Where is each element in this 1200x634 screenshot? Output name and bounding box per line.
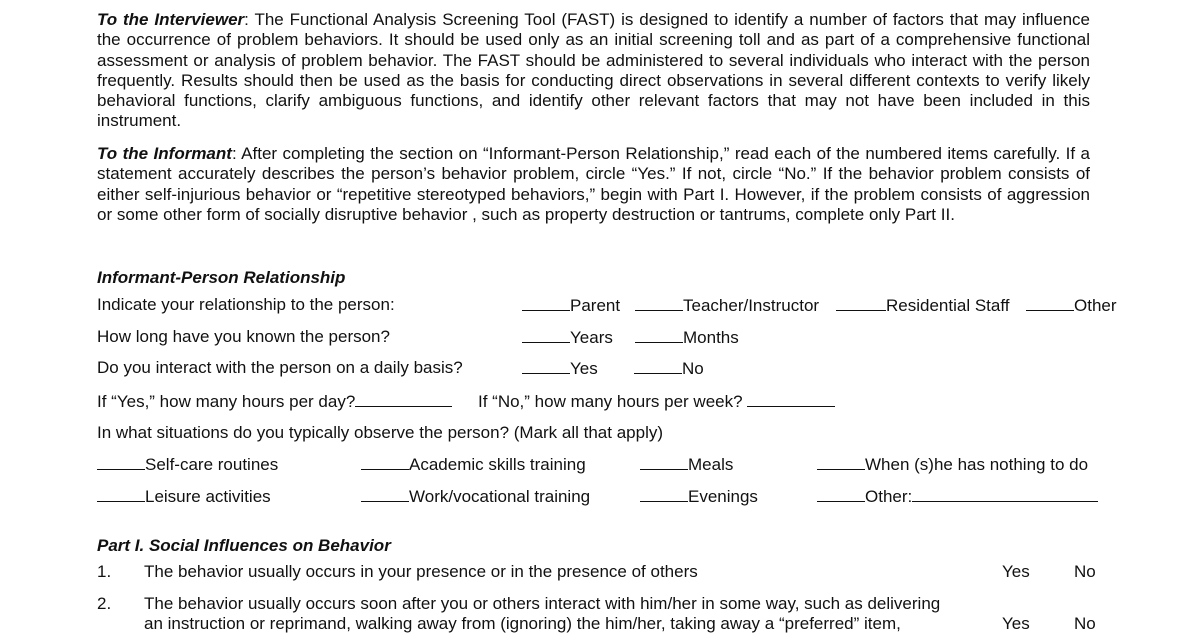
known-duration-question: How long have you known the person? bbox=[97, 327, 390, 346]
item-yes[interactable]: Yes bbox=[1002, 614, 1030, 633]
interviewer-paragraph bbox=[97, 10, 1090, 132]
hours-per-week-question: If “No,” how many hours per week? bbox=[478, 391, 835, 412]
situation-other[interactable]: Other: bbox=[817, 486, 1098, 507]
relationship-heading: Informant-Person Relationship bbox=[97, 268, 346, 287]
item-text: The behavior usually occurs soon after you or others interact with him/her in some way, such as delivering bbox=[144, 594, 941, 613]
option-residential-staff[interactable]: Residential Staff bbox=[836, 295, 1009, 316]
item-number: 2. bbox=[97, 594, 112, 613]
item-yes[interactable]: Yes bbox=[1002, 562, 1030, 581]
situations-question: In what situations do you typically observe the person? (Mark all that apply) bbox=[97, 423, 664, 442]
situation-nothing-to-do[interactable]: When (s)he has nothing to do bbox=[817, 454, 1088, 475]
situation-evenings[interactable]: Evenings bbox=[640, 486, 758, 507]
option-years[interactable]: Years bbox=[522, 327, 613, 348]
situation-self-care[interactable]: Self-care routines bbox=[97, 454, 278, 475]
option-parent[interactable]: Parent bbox=[522, 295, 620, 316]
item-text-continued: an instruction or reprimand, walking away from (ignoring) the him/her, taking away a “preferred” item, bbox=[144, 614, 901, 633]
informant-label: To the Informant bbox=[97, 144, 232, 163]
relationship-question: Indicate your relationship to the person: bbox=[97, 295, 395, 314]
situation-leisure[interactable]: Leisure activities bbox=[97, 486, 271, 507]
option-yes[interactable]: Yes bbox=[522, 358, 598, 379]
item-no[interactable]: No bbox=[1074, 562, 1096, 581]
item-no[interactable]: No bbox=[1074, 614, 1096, 633]
informant-paragraph bbox=[97, 144, 1090, 225]
situation-academic[interactable]: Academic skills training bbox=[361, 454, 586, 475]
daily-interaction-question: Do you interact with the person on a daily basis? bbox=[97, 358, 463, 377]
hours-per-day-question: If “Yes,” how many hours per day? bbox=[97, 391, 452, 412]
option-other[interactable]: Other bbox=[1026, 295, 1117, 316]
hours-per-day-field[interactable] bbox=[355, 391, 452, 407]
hours-per-week-field[interactable] bbox=[747, 391, 835, 407]
part1-heading: Part I. Social Influences on Behavior bbox=[97, 536, 391, 555]
situation-work[interactable]: Work/vocational training bbox=[361, 486, 590, 507]
situation-other-field[interactable] bbox=[912, 486, 1098, 502]
informant-text: : After completing the section on “Informant-Person Relationship,” read each of the numbered items carefully. If a statement accurately describes the person’s behavior problem, circle “Yes.” If not, circle “No.” If the behavior problem consists of either self-injurious behavior or “repetitive stereotyped behaviors,” begin with Part I. However, if the problem consists of aggression or some other form of socially disruptive behavior , such as property destruction or tantrums, complete only Part II. bbox=[97, 144, 1090, 224]
option-no[interactable]: No bbox=[634, 358, 704, 379]
situation-meals[interactable]: Meals bbox=[640, 454, 733, 475]
item-number: 1. bbox=[97, 562, 112, 581]
interviewer-label: To the Interviewer bbox=[97, 10, 245, 29]
interviewer-text: : The Functional Analysis Screening Tool (FAST) is designed to identify a number of factors that may influence the occurrence of problem behaviors. It should be used only as an initial screening toll and as part of a comprehensive functional assessment or analysis of problem behavior. The FAST should be administered to several individuals who interact with the person frequently. Results should then be used as the basis for conducting direct observations in several different contexts to verify likely behavioral functions, clarify ambiguous functions, and identify other relevant factors that may not have been included in this instrument. bbox=[97, 10, 1090, 131]
option-teacher[interactable]: Teacher/Instructor bbox=[635, 295, 819, 316]
option-months[interactable]: Months bbox=[635, 327, 739, 348]
item-text: The behavior usually occurs in your presence or in the presence of others bbox=[144, 562, 698, 581]
